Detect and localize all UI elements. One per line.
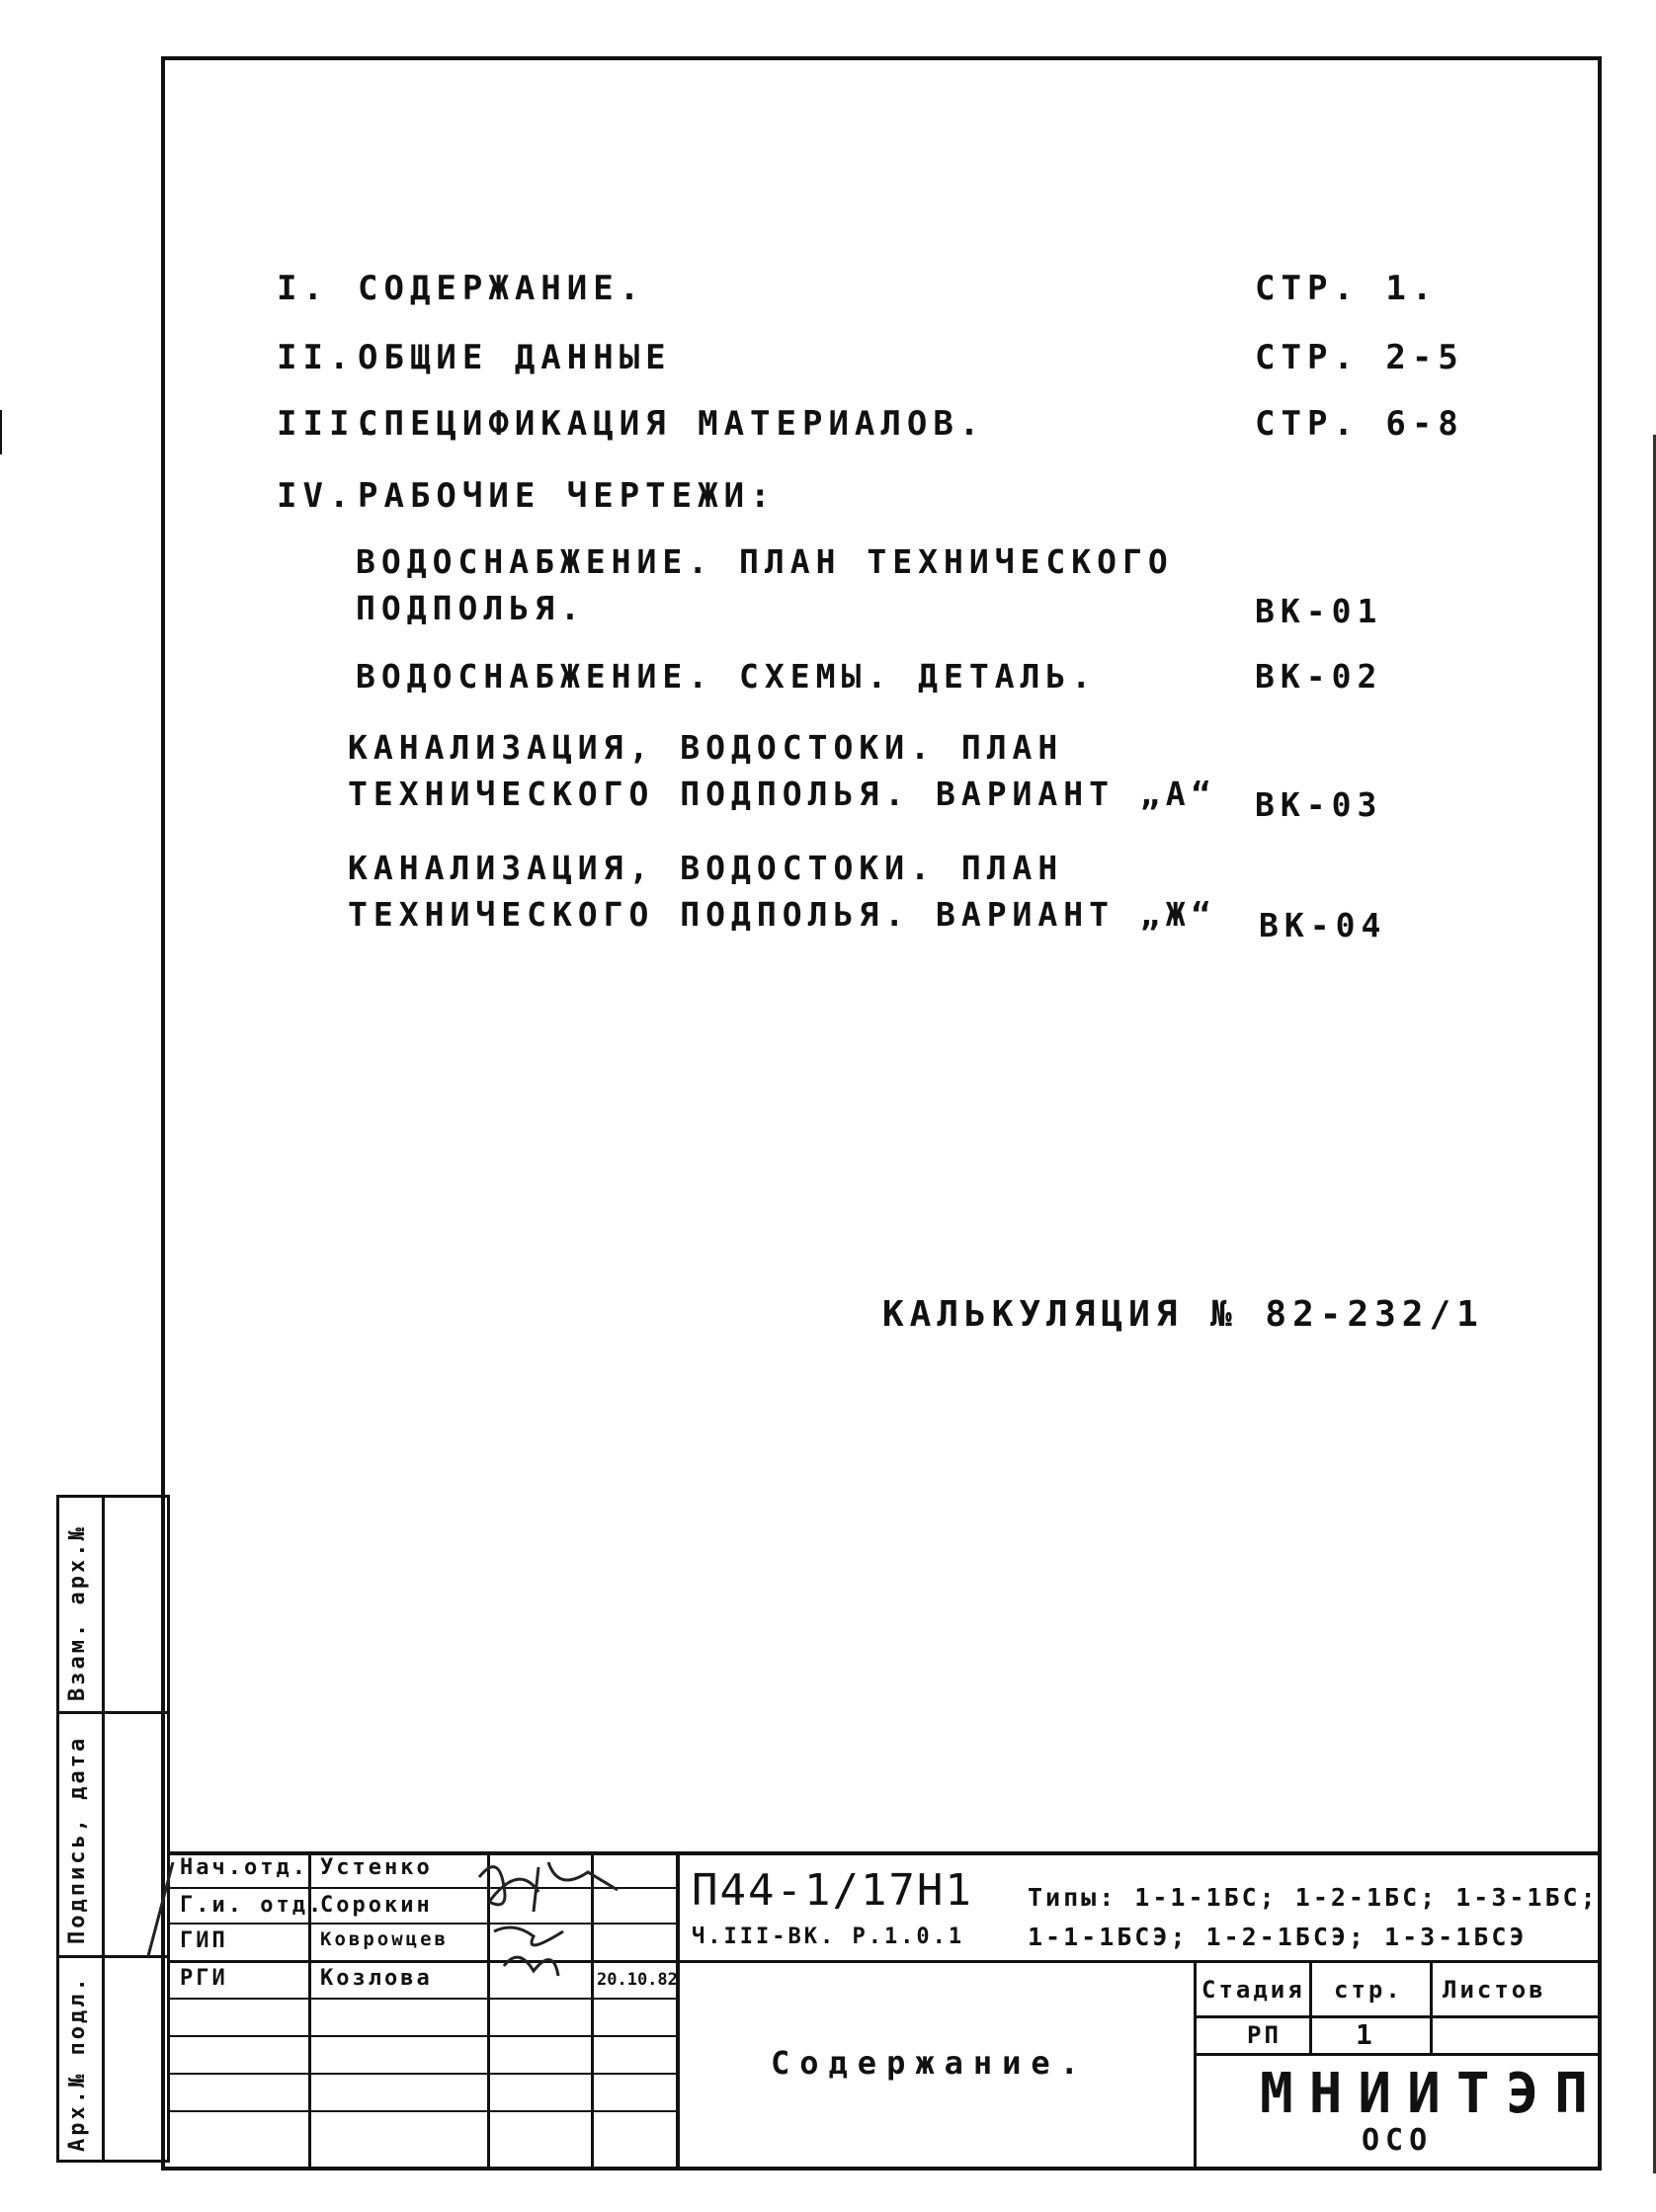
drawing-entry [348,849,1435,944]
drawing-title-line2: ТЕХНИЧЕСКОГО ПОДПОЛЬЯ. ВАРИАНТ „Ж“ [348,895,1217,934]
drawing-title-line2: ТЕХНИЧЕСКОГО ПОДПОЛЬЯ. ВАРИАНТ „А“ [348,775,1217,813]
toc-title: СПЕЦИФИКАЦИЯ МАТЕРИАЛОВ. [358,404,986,444]
toc-title: РАБОЧИЕ ЧЕРТЕЖИ: [358,476,777,516]
sheet-title: Содержание. [771,2044,1089,2082]
tb-hline [170,2073,679,2075]
toc-number: III. [277,404,381,444]
signature-scribbles [464,1847,682,1996]
drawing-title-line1: ВОДОСНАБЖЕНИЕ. СХЕМЫ. ДЕТАЛЬ. [356,657,1098,696]
toc-number: IV. [277,476,356,516]
person-name: Устенко [320,1855,433,1880]
drawing-entry [348,728,1435,824]
drawing-title-line2: ПОДПОЛЬЯ. [356,589,586,627]
types-line-1: Типы: 1-1-1БС; 1-2-1БС; 1-3-1БС; [1028,1883,1599,1912]
role-label: ГИП [180,1928,228,1953]
tb-hline [679,1960,1602,1963]
calculation-number: КАЛЬКУЛЯЦИЯ № 82-232/1 [882,1294,1484,1335]
role-label: Г.и. отд. [180,1893,325,1918]
person-name: Сорокин [320,1893,433,1918]
person-name: Коврowцев [320,1928,449,1950]
side-label-inv: Взам. арх.№ [65,1524,90,1701]
stage-label: Стадия [1201,1976,1305,2004]
document-code: П44-1/17Н1 [692,1865,973,1916]
drawing-title-line1: КАНАЛИЗАЦИЯ, ВОДОСТОКИ. ПЛАН [348,728,1064,767]
side-label-arch: Арх.№ подл. [65,1975,90,2152]
tb-hline [1194,2015,1602,2018]
toc-page: СТР. 6-8 [1255,404,1464,444]
toc-page: СТР. 2-5 [1255,338,1464,377]
side-divider [102,1495,105,2163]
tb-vline [1194,1960,1197,2168]
signature-stroke [143,1857,183,1966]
drawing-entry [356,657,1443,696]
tb-hline [170,2168,1602,2171]
drawing-entry [356,542,1443,630]
page-label: стр. [1334,1976,1403,2004]
sheets-label: Листов [1443,1976,1546,2004]
drawing-code: ВК-03 [1255,785,1383,824]
drawing-code: ВК-01 [1255,592,1383,630]
toc-number: II. [277,338,356,377]
tb-hline [170,2035,679,2037]
types-line-2: 1-1-1БСЭ; 1-2-1БСЭ; 1-3-1БСЭ [1028,1923,1528,1951]
scan-mark [0,410,2,454]
tb-vline [1430,1960,1433,2053]
side-divider [56,1495,59,2163]
organization-name: МНИИТЭП [1260,2062,1605,2126]
document-section: Ч.III-ВК. Р.1.0.1 [692,1925,965,1949]
toc-page: СТР. 1. [1255,269,1439,308]
stage-value: РП [1247,2021,1282,2049]
page-value: 1 [1356,2018,1375,2051]
tb-vline [1309,1960,1312,2053]
toc-number: I. [277,269,329,308]
role-label: РГИ [180,1966,228,1991]
sign-date: 20.10.82 [597,1970,678,1990]
person-name: Козлова [320,1966,433,1991]
drawing-title-line1: КАНАЛИЗАЦИЯ, ВОДОСТОКИ. ПЛАН [348,849,1064,887]
drawing-code: ВК-04 [1259,906,1387,944]
tb-hline [170,2110,679,2112]
role-label: Нач.отд. [180,1855,308,1880]
tb-hline [1194,2053,1602,2056]
toc-title: СОДЕРЖАНИЕ. [358,269,646,308]
organization-division: ОСО [1362,2123,1434,2158]
tb-hline [170,1998,679,2000]
drawing-code: ВК-02 [1255,657,1383,696]
toc-title: ОБЩИЕ ДАННЫЕ [358,338,672,377]
drawing-title-line1: ВОДОСНАБЖЕНИЕ. ПЛАН ТЕХНИЧЕСКОГО [356,542,1174,581]
side-label-sign: Подпись, дата [65,1735,90,1944]
